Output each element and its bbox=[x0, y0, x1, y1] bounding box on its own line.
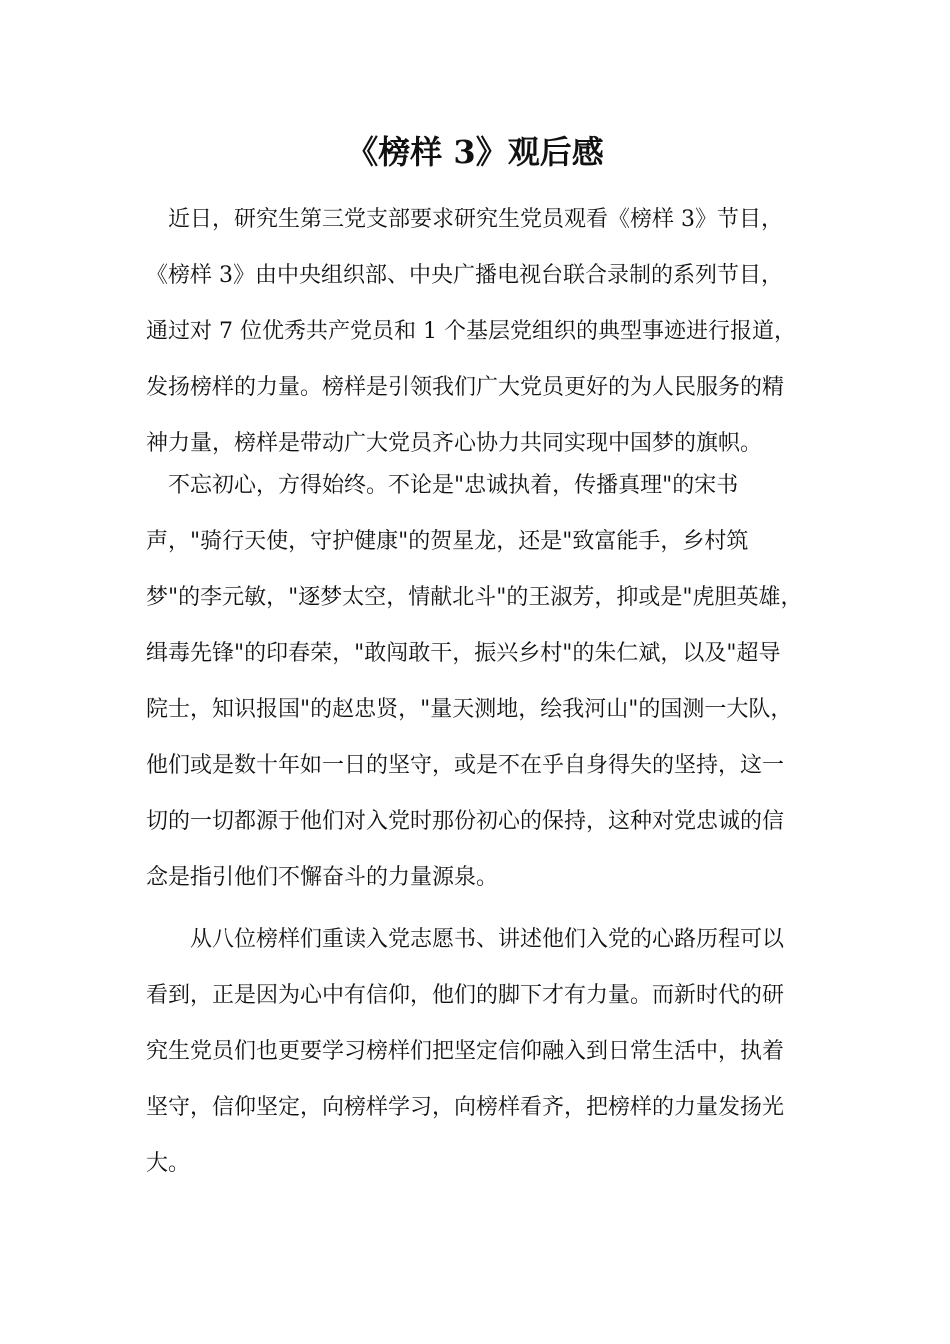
paragraph-3 bbox=[146, 912, 816, 1192]
paragraph-line: 梦"的李元敏，"逐梦太空，情献北斗"的王淑芳，抑或是"虎胆英雄， bbox=[146, 585, 803, 610]
paragraph-line: 不忘初心，方得始终。不论是"忠诚执着，传播真理"的宋书 bbox=[168, 473, 739, 498]
paragraph-line: 看到，正是因为心中有信仰，他们的脚下才有力量。而新时代的研 bbox=[146, 983, 785, 1008]
document-title: 《榜样 3》观后感 bbox=[346, 133, 604, 171]
paragraph-line: 从八位榜样们重读入党志愿书、讲述他们入党的心路历程可以 bbox=[190, 927, 785, 952]
paragraph-line: 近日，研究生第三党支部要求研究生党员观看《榜样 3》节目， bbox=[168, 207, 783, 232]
paragraph-line: 声，"骑行天使，守护健康"的贺星龙，还是"致富能手，乡村筑 bbox=[146, 529, 749, 554]
paragraph-line: 坚守，信仰坚定，向榜样学习，向榜样看齐，把榜样的力量发扬光 bbox=[146, 1095, 785, 1120]
paragraph-line: 神力量，榜样是带动广大党员齐心协力共同实现中国梦的旗帜。 bbox=[146, 431, 763, 456]
paragraph-line: 大。 bbox=[146, 1151, 191, 1176]
paragraph-line: 发扬榜样的力量。榜样是引领我们广大党员更好的为人民服务的精 bbox=[146, 375, 785, 400]
paragraph-line: 他们或是数十年如一日的坚守，或是不在乎自身得失的坚持，这一 bbox=[146, 753, 785, 778]
paragraph-line: 缉毒先锋"的印春荣，"敢闯敢干，振兴乡村"的朱仁斌，以及"超导 bbox=[146, 641, 781, 666]
paragraph-1 bbox=[146, 192, 816, 472]
paragraph-line: 念是指引他们不懈奋斗的力量源泉。 bbox=[146, 865, 499, 890]
paragraph-line: 院士，知识报国"的赵忠贤，"量天测地，绘我河山"的国测一大队， bbox=[146, 697, 793, 722]
paragraph-line: 《榜样 3》由中央组织部、中央广播电视台联合录制的系列节目， bbox=[146, 263, 783, 288]
paragraph-line: 切的一切都源于他们对入党时那份初心的保持，这种对党忠诚的信 bbox=[146, 809, 785, 834]
paragraph-line: 究生党员们也更要学习榜样们把坚定信仰融入到日常生活中，执着 bbox=[146, 1039, 785, 1064]
paragraph-2 bbox=[146, 458, 816, 906]
paragraph-line: 通过对 7 位优秀共产党员和 1 个基层党组织的典型事迹进行报道， bbox=[146, 319, 796, 344]
